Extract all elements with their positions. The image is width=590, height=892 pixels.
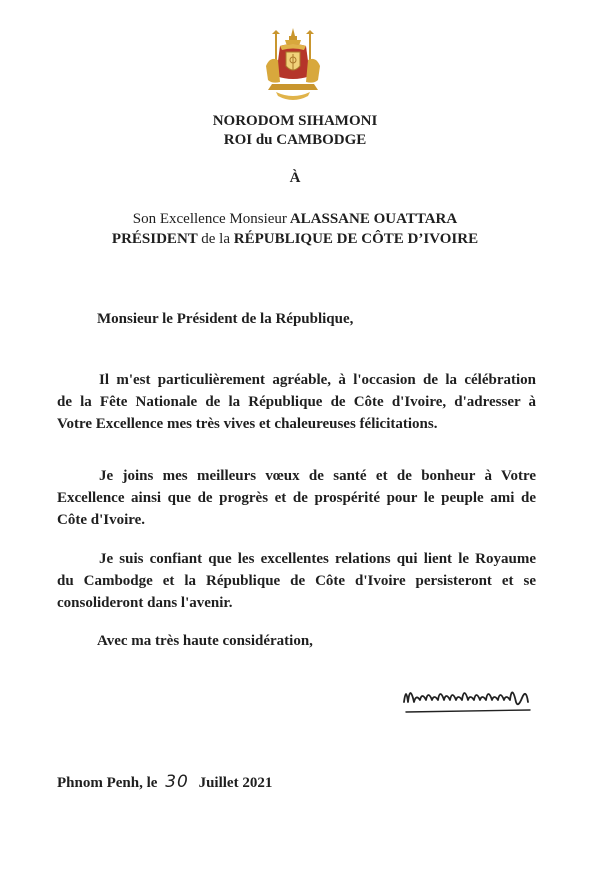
recipient-country: RÉPUBLIQUE DE CÔTE D’IVOIRE <box>233 231 479 247</box>
paragraph-line: Je joins mes meilleurs vœux de santé et de bonheur à Votre <box>99 468 536 484</box>
handwritten-signature <box>398 672 538 720</box>
paragraph-line: Je suis confiant que les excellentes relations qui lient le Royaume <box>99 551 536 567</box>
paragraph-line: du Cambodge et la République de Côte d'Ivoire persisteront et se <box>57 573 536 589</box>
sender-block <box>0 112 590 150</box>
sender-name: NORODOM SIHAMONI <box>212 113 378 129</box>
to-marker: À <box>289 170 301 186</box>
date-day-handwritten: 30 <box>165 772 189 792</box>
recipient-line-1 <box>0 209 590 229</box>
date-place: Phnom Penh, le <box>57 775 158 791</box>
paragraph-line: Votre Excellence mes très vives et chaleureuses félicitations. <box>57 416 438 432</box>
paragraph-line: Côte d'Ivoire. <box>57 512 146 528</box>
salutation: Monsieur le Président de la République, <box>97 311 354 327</box>
paragraph-1 <box>57 369 536 435</box>
recipient-name: ALASSANE OUATTARA <box>289 211 458 227</box>
closing-line: Avec ma très haute considération, <box>97 633 313 649</box>
paragraph-line: Excellence ainsi que de progrès et de prospérité pour le peuple ami de <box>57 490 536 506</box>
sender-title: ROI du CAMBODGE <box>223 132 367 148</box>
recipient-block <box>0 209 590 249</box>
date-line <box>57 772 272 792</box>
paragraph-line: de la Fête Nationale de la République de Côte d'Ivoire, d'adresser à <box>57 394 536 410</box>
date-month-year: Juillet 2021 <box>198 775 273 791</box>
recipient-title: PRÉSIDENT <box>111 231 198 247</box>
paragraph-2 <box>57 465 536 531</box>
recipient-honorific: Son Excellence Monsieur <box>132 211 287 227</box>
paragraph-3 <box>57 548 536 614</box>
recipient-connector: de la <box>201 231 230 247</box>
paragraph-line: consolideront dans l'avenir. <box>57 595 233 611</box>
royal-coat-of-arms-emblem <box>258 26 328 104</box>
recipient-line-2 <box>0 229 590 249</box>
paragraph-line: Il m'est particulièrement agréable, à l'occasion de la célébration <box>99 372 536 388</box>
